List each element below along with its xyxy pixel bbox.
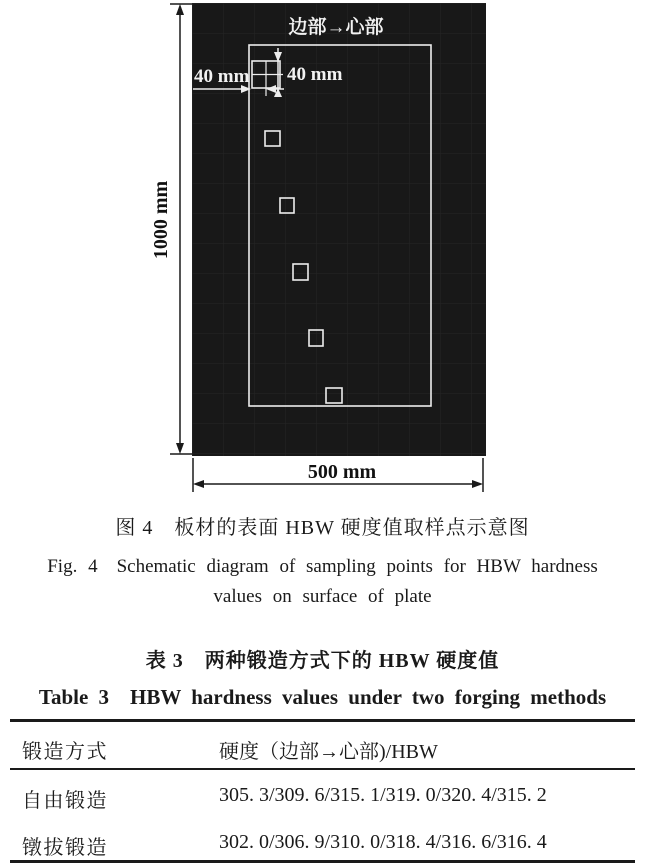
- table-rule-middle: [10, 768, 635, 770]
- row-method: 自由锻造: [22, 790, 108, 812]
- figure-caption-en-line2: values on surface of plate: [213, 586, 432, 607]
- arrowhead-right-icon: [472, 480, 483, 488]
- table-rule-bottom: [10, 860, 635, 863]
- row-values: 305. 3/309. 6/315. 1/319. 0/320. 4/315. 2: [219, 784, 547, 806]
- plate-height-label: 1000 mm: [150, 180, 172, 260]
- edge-to-center-label: 边部→心部: [288, 17, 384, 38]
- square-dim-horizontal-label: 40 mm: [194, 66, 250, 87]
- row-values: 302. 0/306. 9/310. 0/318. 4/316. 6/316. 4: [219, 831, 547, 853]
- figure-caption-zh: 图 4 板材的表面 HBW 硬度值取样点示意图: [115, 517, 530, 539]
- table-row: [0, 831, 645, 857]
- header-hardness: 硬度（边部→心部)/HBW: [219, 741, 438, 763]
- table-title-zh: 表 3 两种锻造方式下的 HBW 硬度值: [145, 650, 500, 672]
- header-method: 锻造方式: [22, 741, 108, 763]
- table-row: [0, 784, 645, 810]
- table-title-en: Table 3 HBW hardness values under two forging methods: [38, 685, 607, 709]
- arrowhead-down-icon: [176, 443, 184, 454]
- arrowhead-up-icon: [176, 4, 184, 15]
- square-dim-vertical-label: 40 mm: [287, 64, 343, 85]
- table-header-row: [0, 735, 645, 761]
- row-method: 镦拔锻造: [22, 837, 108, 859]
- plate-width-label: 500 mm: [307, 461, 377, 483]
- figure-caption-en-line1: Fig. 4 Schematic diagram of sampling points for HBW hardness: [47, 556, 598, 577]
- arrowhead-left-icon: [193, 480, 204, 488]
- table-rule-top: [10, 719, 635, 722]
